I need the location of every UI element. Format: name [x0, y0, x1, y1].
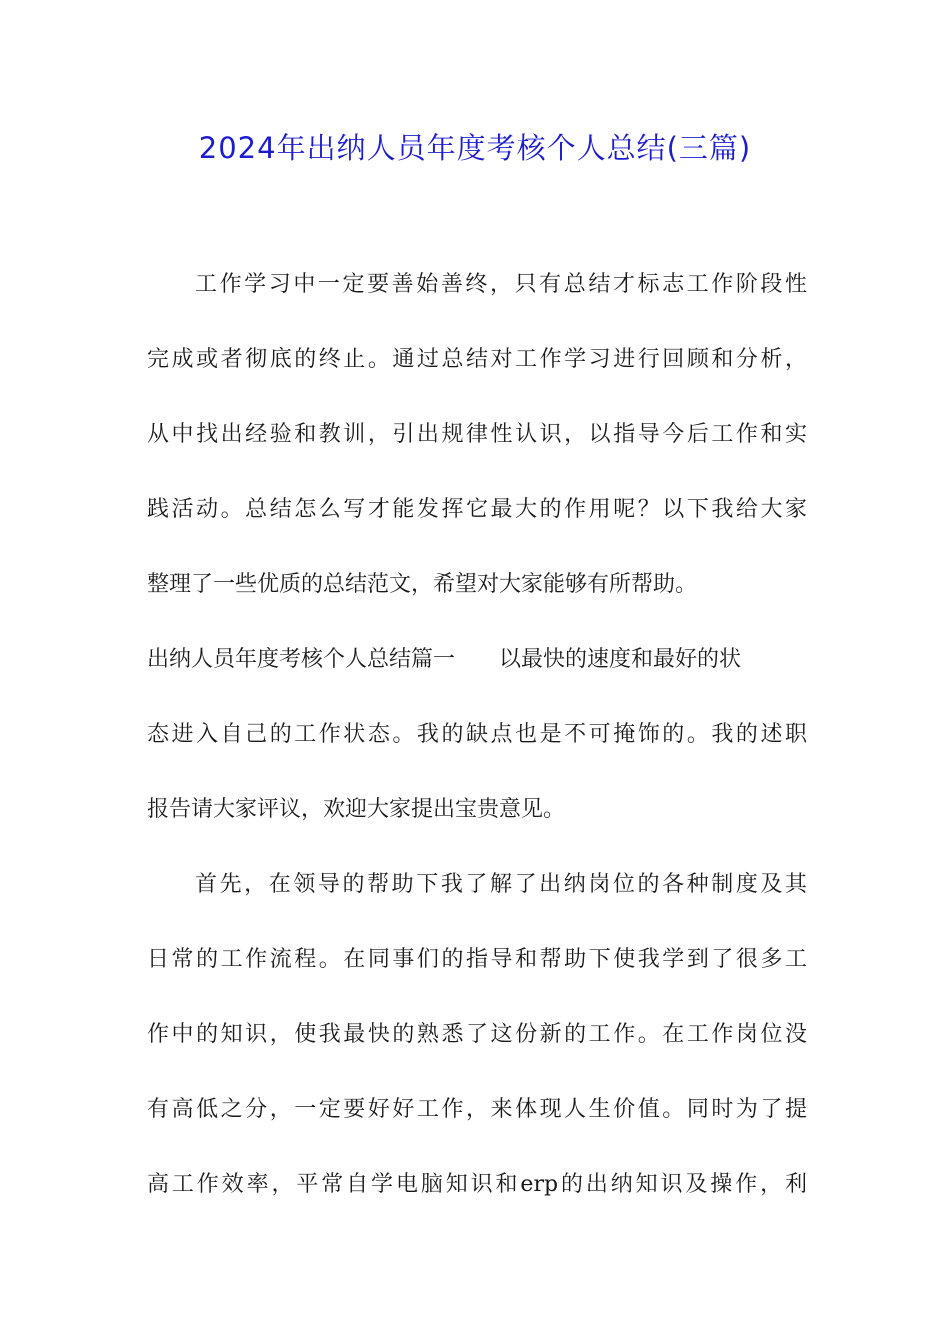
- intro-line-3: 从中找出经验和教训，引出规律性认识，以指导今后工作和实: [147, 422, 807, 447]
- para2-line-1: 首先，在领导的帮助下我了解了出纳岗位的各种制度及其: [195, 872, 807, 897]
- section1-heading-line: [147, 644, 807, 676]
- para2-line-4: 有高低之分，一定要好好工作，来体现人生价值。同时为了提: [147, 1097, 807, 1122]
- intro-line-2: 完成或者彻底的终止。通过总结对工作学习进行回顾和分析，: [147, 347, 807, 372]
- section1-heading: 出纳人员年度考核个人总结篇一: [147, 647, 456, 672]
- section1-line-2: 报告请大家评议，欢迎大家提出宝贵意见。: [147, 797, 566, 822]
- intro-line-5: 整理了一些优质的总结范文，希望对大家能够有所帮助。: [147, 572, 698, 597]
- document-title: 2024年出纳人员年度考核个人总结(三篇): [198, 131, 752, 165]
- intro-line-1: 工作学习中一定要善始善终，只有总结才标志工作阶段性: [195, 272, 807, 297]
- section1-line-1: 态进入自己的工作状态。我的缺点也是不可掩饰的。我的述职: [147, 722, 807, 747]
- para2-line-2: 日常的工作流程。在同事们的指导和帮助下使我学到了很多工: [147, 947, 807, 972]
- intro-line-4: 践活动。总结怎么写才能发挥它最大的作用呢？以下我给大家: [147, 497, 807, 522]
- para2-line-3: 作中的知识，使我最快的熟悉了这份新的工作。在工作岗位没: [147, 1022, 807, 1047]
- para2-line-5: 高工作效率，平常自学电脑知识和erp的出纳知识及操作，利: [147, 1172, 807, 1197]
- section1-heading-cont: 以最快的速度和最好的状: [499, 647, 742, 672]
